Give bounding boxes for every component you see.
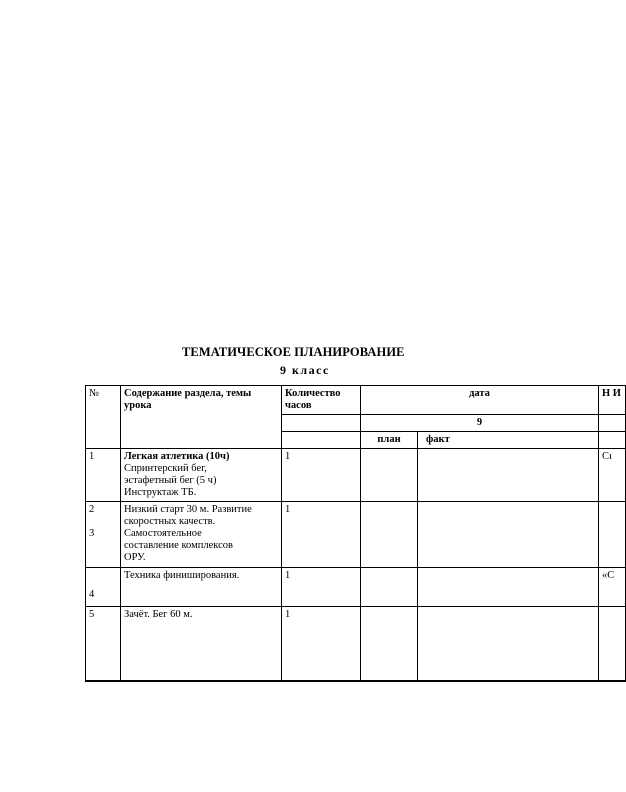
row-content-line: Спринтерский бег, bbox=[124, 463, 207, 474]
planning-table-wrapper bbox=[85, 385, 625, 673]
row-fact bbox=[418, 607, 599, 681]
row-content bbox=[121, 449, 282, 502]
row-content-line: составление комплексов bbox=[124, 540, 233, 551]
header-hours-empty-2 bbox=[282, 432, 361, 449]
header-last-empty-1 bbox=[599, 415, 626, 432]
row-content-line: ОРУ. bbox=[124, 552, 146, 563]
row-plan bbox=[361, 449, 418, 502]
row-plan bbox=[361, 502, 418, 568]
header-fact: факт bbox=[418, 432, 599, 449]
row-fact bbox=[418, 502, 599, 568]
header-grade: 9 bbox=[361, 415, 599, 432]
row-number bbox=[86, 502, 121, 568]
table-row bbox=[86, 568, 626, 607]
table-row bbox=[86, 502, 626, 568]
row-last-partial bbox=[599, 607, 626, 681]
row-content bbox=[121, 502, 282, 568]
table-row bbox=[86, 607, 626, 681]
header-date: дата bbox=[361, 386, 599, 415]
header-plan: план bbox=[361, 432, 418, 449]
row-last-partial bbox=[599, 502, 626, 568]
header-content: Содержание раздела, темы урока bbox=[121, 386, 282, 449]
row-content-line: скоростных качеств. bbox=[124, 516, 216, 527]
row-number-line: 3 bbox=[89, 528, 95, 539]
row-content-line: Самостоятельное bbox=[124, 528, 202, 539]
row-number: 1 bbox=[86, 449, 121, 502]
row-hours: 1 bbox=[282, 568, 361, 607]
row-content bbox=[121, 568, 282, 607]
row-content bbox=[121, 607, 282, 681]
row-number-gap bbox=[89, 516, 117, 528]
row-plan bbox=[361, 607, 418, 681]
row-hours: 1 bbox=[282, 607, 361, 681]
header-number: № bbox=[86, 386, 121, 449]
row-fact bbox=[418, 568, 599, 607]
header-last-empty-2 bbox=[599, 432, 626, 449]
document-title: ТЕМАТИЧЕСКОЕ ПЛАНИРОВАНИЕ bbox=[182, 345, 405, 359]
row-number: 4 bbox=[86, 568, 121, 607]
row-number-line: 2 bbox=[89, 504, 95, 515]
row-content-line: Техника финиширования. bbox=[124, 570, 240, 581]
planning-table bbox=[85, 385, 626, 682]
row-content-line: Инструктаж ТБ. bbox=[124, 487, 197, 498]
row-number: 5 bbox=[86, 607, 121, 681]
header-last-partial: Н И bbox=[599, 386, 626, 415]
row-content-line: эстафетный бег (5 ч) bbox=[124, 475, 217, 486]
row-content-line: Низкий старт 30 м. Развитие bbox=[124, 504, 252, 515]
table-row bbox=[86, 449, 626, 502]
row-fact bbox=[418, 449, 599, 502]
row-hours: 1 bbox=[282, 449, 361, 502]
row-last-partial: Сı bbox=[599, 449, 626, 502]
section-title: Легкая атлетика (10ч) bbox=[124, 451, 230, 462]
row-content-line: Зачёт. Бег 60 м. bbox=[124, 609, 193, 620]
header-row-1 bbox=[86, 386, 626, 415]
document-subtitle: 9 класс bbox=[280, 363, 330, 377]
row-hours: 1 bbox=[282, 502, 361, 568]
row-plan bbox=[361, 568, 418, 607]
header-hours: Количество часов bbox=[282, 386, 361, 415]
header-hours-empty-1 bbox=[282, 415, 361, 432]
row-last-partial: «С bbox=[599, 568, 626, 607]
